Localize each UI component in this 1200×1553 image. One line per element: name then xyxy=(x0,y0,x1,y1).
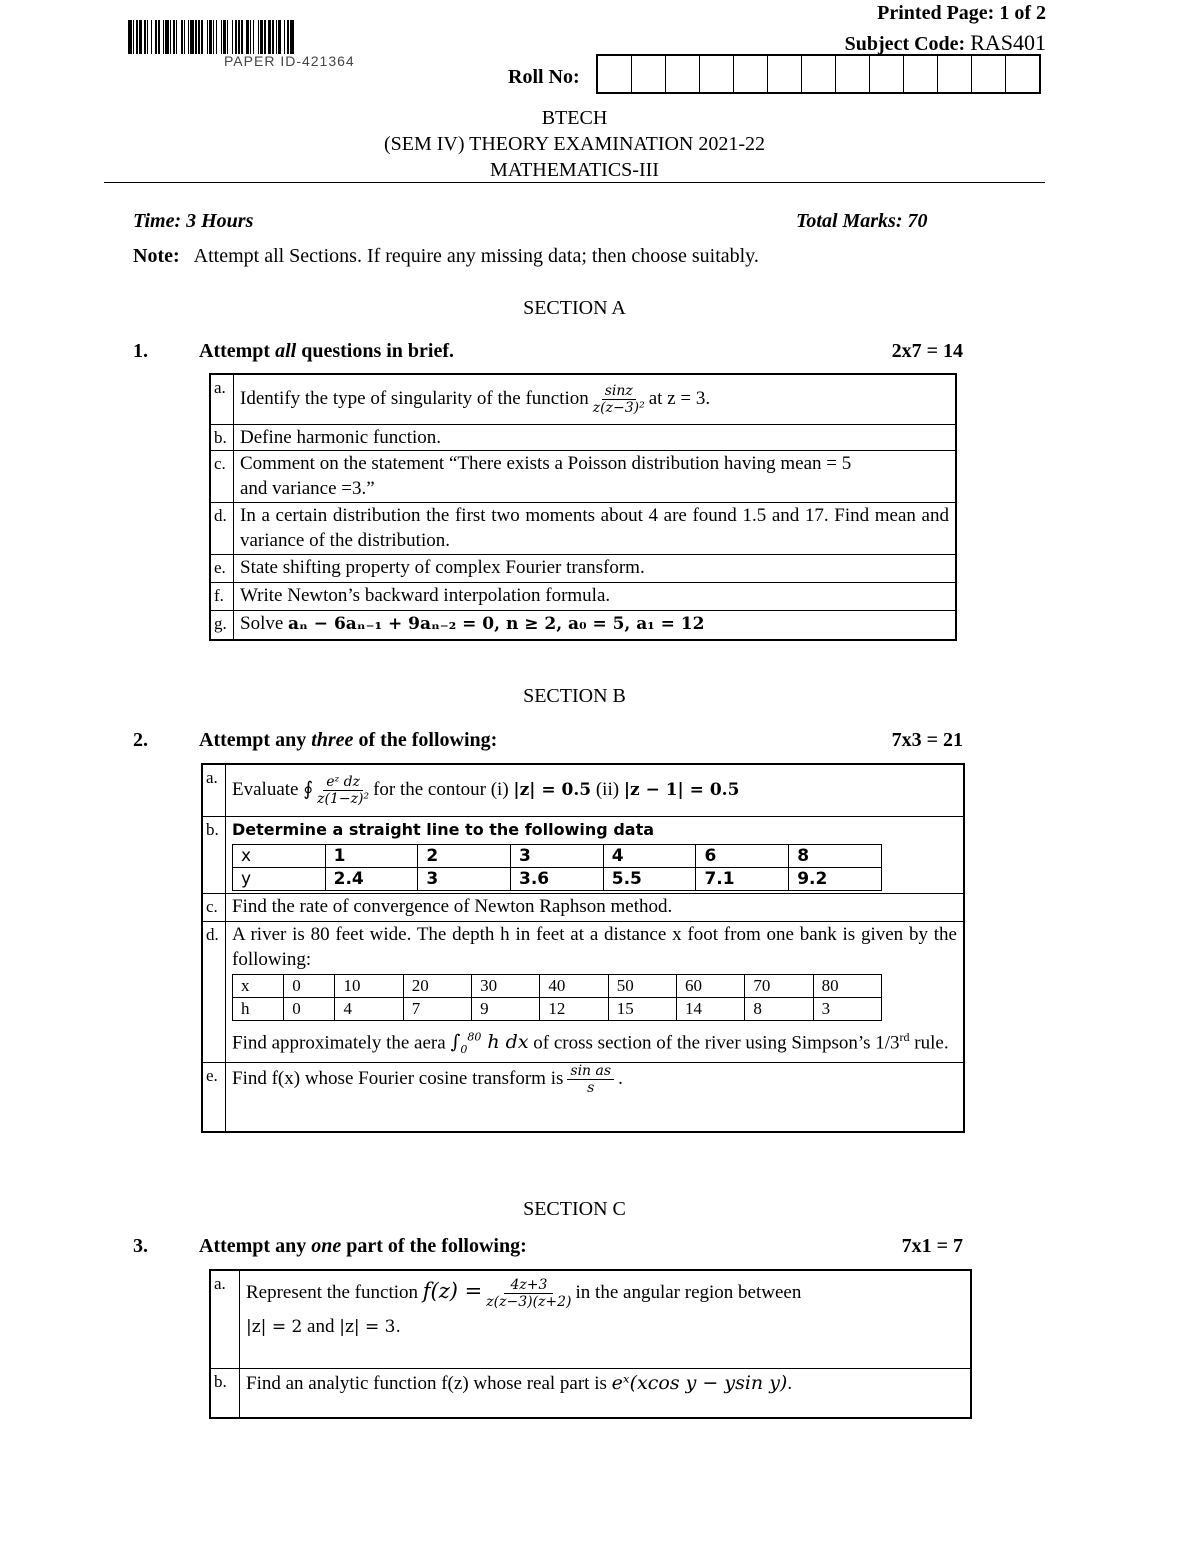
table-row xyxy=(210,502,956,554)
table-row xyxy=(210,1270,971,1368)
table-cell: 40 xyxy=(540,974,608,997)
table-row xyxy=(202,816,964,893)
text: rule. xyxy=(909,1031,949,1053)
text: Identify the type of singularity of the function xyxy=(240,387,589,409)
table-cell: 50 xyxy=(608,974,676,997)
item-label: a. xyxy=(210,1270,240,1368)
question-2d xyxy=(226,921,965,1062)
question-2c: Find the rate of convergence of Newton Raphson method. xyxy=(226,893,965,921)
question-2-marks: 7x3 = 21 xyxy=(891,729,963,751)
integral-lower: 0 xyxy=(460,1042,468,1056)
paper-id: PAPER ID-421364 xyxy=(224,53,355,69)
instruction-em: all xyxy=(275,340,297,362)
text xyxy=(246,1314,964,1340)
table-cell: 3 xyxy=(813,997,881,1020)
text: for the contour (i) xyxy=(373,778,514,800)
question-2-instruction xyxy=(199,729,497,752)
integral-body: h dx xyxy=(487,1030,529,1053)
text: Determine a straight line to the following data xyxy=(232,819,655,839)
table-row xyxy=(210,610,956,640)
question-2a xyxy=(226,764,965,816)
data-table xyxy=(232,844,882,891)
table-row xyxy=(233,997,882,1020)
roll-box xyxy=(734,56,768,92)
text: (ii) xyxy=(595,778,624,800)
roll-box xyxy=(666,56,700,92)
roll-box xyxy=(972,56,1006,92)
text: of cross section of the river using Simpson’s 1/3 xyxy=(528,1031,900,1053)
time-label: Time: 3 Hours xyxy=(133,210,254,232)
instruction-post: of the following: xyxy=(353,729,498,751)
table-cell: 20 xyxy=(403,974,471,997)
roll-box xyxy=(802,56,836,92)
text: A river is 80 feet wide. The depth h in feet at a distance x foot from one bank is given by the following: xyxy=(232,923,957,970)
table-cell: 30 xyxy=(472,974,540,997)
table-cell: 14 xyxy=(677,997,745,1020)
instruction-em: one xyxy=(311,1235,342,1257)
math: |z| = 3. xyxy=(339,1317,401,1337)
text: at z = 3. xyxy=(648,387,711,409)
question-1e: State shifting property of complex Fourier transform. xyxy=(234,554,957,582)
table-cell: 2 xyxy=(418,844,511,867)
table-cell: 8 xyxy=(789,844,882,867)
question-1d: In a certain distribution the first two moments about 4 are found 1.5 and 17. Find mean and variance of the distribution. xyxy=(234,502,957,554)
table-cell: 4 xyxy=(603,844,696,867)
numerator: sin as xyxy=(567,1063,614,1080)
text: in the angular region between xyxy=(575,1281,802,1303)
contour-1: |z| = 0.5 xyxy=(513,779,592,800)
item-label: b. xyxy=(210,1368,240,1418)
denominator: s xyxy=(587,1079,595,1096)
note-text: Attempt all Sections. If require any missing data; then choose suitably. xyxy=(193,245,759,267)
table-row xyxy=(202,921,964,1062)
denominator: z(z−3)² xyxy=(592,399,645,416)
section-b-table xyxy=(201,763,965,1133)
section-c-table xyxy=(209,1269,972,1419)
table-row xyxy=(233,844,882,867)
question-1-instruction xyxy=(199,340,454,363)
denominator: z(z−3)(z+2) xyxy=(486,1294,572,1310)
table-cell: 4 xyxy=(335,997,403,1020)
item-label: c. xyxy=(210,450,234,502)
table-row xyxy=(210,374,956,424)
integral: $\int_0^{80}$ h dx xyxy=(450,1030,529,1056)
title-divider xyxy=(104,182,1045,183)
item-label: f. xyxy=(210,582,234,610)
item-label: a. xyxy=(202,764,226,816)
question-2-number: 2. xyxy=(133,729,148,751)
table-cell: h xyxy=(233,997,284,1020)
table-cell: 15 xyxy=(608,997,676,1020)
text: Represent the function xyxy=(246,1281,423,1303)
table-cell: y xyxy=(233,867,326,890)
total-marks: Total Marks: 70 xyxy=(796,210,928,232)
table-row xyxy=(233,867,882,890)
table-cell: 0 xyxy=(284,974,335,997)
roll-box xyxy=(598,56,632,92)
table-row xyxy=(202,1062,964,1132)
text: Comment on the statement “There exists a Poisson distribution having mean = 5 and variance =3.” xyxy=(240,452,852,499)
item-label: b. xyxy=(210,424,234,450)
table-cell: 8 xyxy=(745,997,813,1020)
text: Solve xyxy=(240,612,289,634)
fraction xyxy=(567,1063,614,1096)
note xyxy=(133,245,759,268)
note-label: Note: xyxy=(133,245,180,267)
question-2b xyxy=(226,816,965,893)
table-cell: 60 xyxy=(677,974,745,997)
table-cell: 7.1 xyxy=(696,867,789,890)
barcode xyxy=(128,20,450,54)
roll-no-label: Roll No: xyxy=(508,66,580,88)
item-label: c. xyxy=(202,893,226,921)
instruction-post: part of the following: xyxy=(341,1235,527,1257)
subject-code xyxy=(845,30,1046,56)
printed-page: Printed Page: 1 of 2 xyxy=(877,2,1046,24)
table-row xyxy=(210,424,956,450)
integral-upper: 80 xyxy=(467,1030,482,1044)
roll-no-boxes xyxy=(596,54,1041,94)
question-1g xyxy=(234,610,957,640)
table-row xyxy=(210,1368,971,1418)
item-label: g. xyxy=(210,610,234,640)
instruction-pre: Attempt any xyxy=(199,1235,312,1257)
table-cell: 9 xyxy=(472,997,540,1020)
fraction xyxy=(486,1277,571,1310)
section-c-heading: SECTION C xyxy=(523,1198,626,1220)
item-label: e. xyxy=(202,1062,226,1132)
table-cell: x xyxy=(233,974,284,997)
barcode-bar xyxy=(290,20,294,54)
numerator: sinz xyxy=(602,383,636,400)
table-cell: 80 xyxy=(813,974,881,997)
question-1b: Define harmonic function. xyxy=(234,424,957,450)
title-line3: MATHEMATICS-III xyxy=(490,159,659,181)
roll-box xyxy=(1006,56,1039,92)
text: Evaluate ∮ xyxy=(232,778,314,800)
function-label: f(z) = xyxy=(422,1278,483,1303)
numerator: eᶻ dz xyxy=(323,774,363,791)
subject-code-value: RAS401 xyxy=(970,30,1046,55)
section-b-heading: SECTION B xyxy=(523,685,626,707)
text xyxy=(232,1025,957,1062)
question-3-marks: 7x1 = 7 xyxy=(901,1235,963,1257)
table-row xyxy=(210,450,956,502)
table-row xyxy=(202,764,964,816)
item-label: d. xyxy=(210,502,234,554)
instruction-post: questions in brief. xyxy=(296,340,455,362)
item-label: d. xyxy=(202,921,226,1062)
table-cell: 6 xyxy=(696,844,789,867)
data-table xyxy=(232,974,882,1021)
question-1-marks: 2x7 = 14 xyxy=(891,340,963,362)
table-cell: x xyxy=(233,844,326,867)
question-3-number: 3. xyxy=(133,1235,148,1257)
contour-2: |z − 1| = 0.5 xyxy=(623,779,740,800)
instruction-em: three xyxy=(311,729,354,751)
table-cell: 1 xyxy=(325,844,418,867)
roll-box xyxy=(700,56,734,92)
text: and xyxy=(302,1316,340,1337)
title-line2: (SEM IV) THEORY EXAMINATION 2021-22 xyxy=(383,133,766,155)
table-row xyxy=(210,554,956,582)
denominator: z(1−z)² xyxy=(317,790,370,807)
text: Find an analytic function f(z) whose real part is xyxy=(246,1372,612,1394)
question-1f: Write Newton’s backward interpolation formula. xyxy=(234,582,957,610)
table-cell: 10 xyxy=(335,974,403,997)
question-1c xyxy=(234,450,957,502)
table-cell: 12 xyxy=(540,997,608,1020)
equation: eˣ(xcos y − ysin y) xyxy=(611,1371,788,1394)
superscript: rd xyxy=(899,1029,910,1044)
text: Find f(x) whose Fourier cosine transform is xyxy=(232,1067,564,1089)
table-cell: 3.6 xyxy=(511,867,604,890)
table-row xyxy=(202,893,964,921)
text: . xyxy=(618,1067,623,1089)
table-cell: 2.4 xyxy=(325,867,418,890)
roll-box xyxy=(904,56,938,92)
fraction xyxy=(593,383,645,416)
question-3a xyxy=(240,1270,972,1368)
question-1a xyxy=(234,374,957,424)
table-cell: 3 xyxy=(418,867,511,890)
section-a-heading: SECTION A xyxy=(523,297,626,319)
table-cell: 7 xyxy=(403,997,471,1020)
text: Find approximately the aera xyxy=(232,1031,451,1053)
roll-box xyxy=(938,56,972,92)
question-3-instruction xyxy=(199,1235,527,1258)
roll-box xyxy=(836,56,870,92)
question-3b xyxy=(240,1368,972,1418)
title-line1: BTECH xyxy=(541,107,608,129)
text: . xyxy=(787,1372,793,1394)
item-label: e. xyxy=(210,554,234,582)
instruction-pre: Attempt xyxy=(199,340,276,362)
subject-code-label: Subject Code: xyxy=(844,33,971,55)
question-1-number: 1. xyxy=(133,340,148,362)
numerator: 4z+3 xyxy=(504,1277,553,1294)
fraction xyxy=(317,774,369,807)
table-cell: 5.5 xyxy=(603,867,696,890)
roll-box xyxy=(632,56,666,92)
question-2e xyxy=(226,1062,965,1132)
table-row xyxy=(233,974,882,997)
equation: aₙ − 6aₙ₋₁ + 9aₙ₋₂ = 0, n ≥ 2, a₀ = 5, a₁ = 12 xyxy=(288,613,705,634)
instruction-pre: Attempt any xyxy=(199,729,312,751)
item-label: a. xyxy=(210,374,234,424)
item-label: b. xyxy=(202,816,226,893)
table-cell: 0 xyxy=(284,997,335,1020)
table-cell: 9.2 xyxy=(789,867,882,890)
text xyxy=(246,1277,964,1310)
table-cell: 70 xyxy=(745,974,813,997)
roll-box xyxy=(768,56,802,92)
table-row xyxy=(210,582,956,610)
math: |z| = 2 xyxy=(246,1317,303,1337)
table-cell: 3 xyxy=(511,844,604,867)
section-a-table xyxy=(209,373,957,641)
roll-box xyxy=(870,56,904,92)
